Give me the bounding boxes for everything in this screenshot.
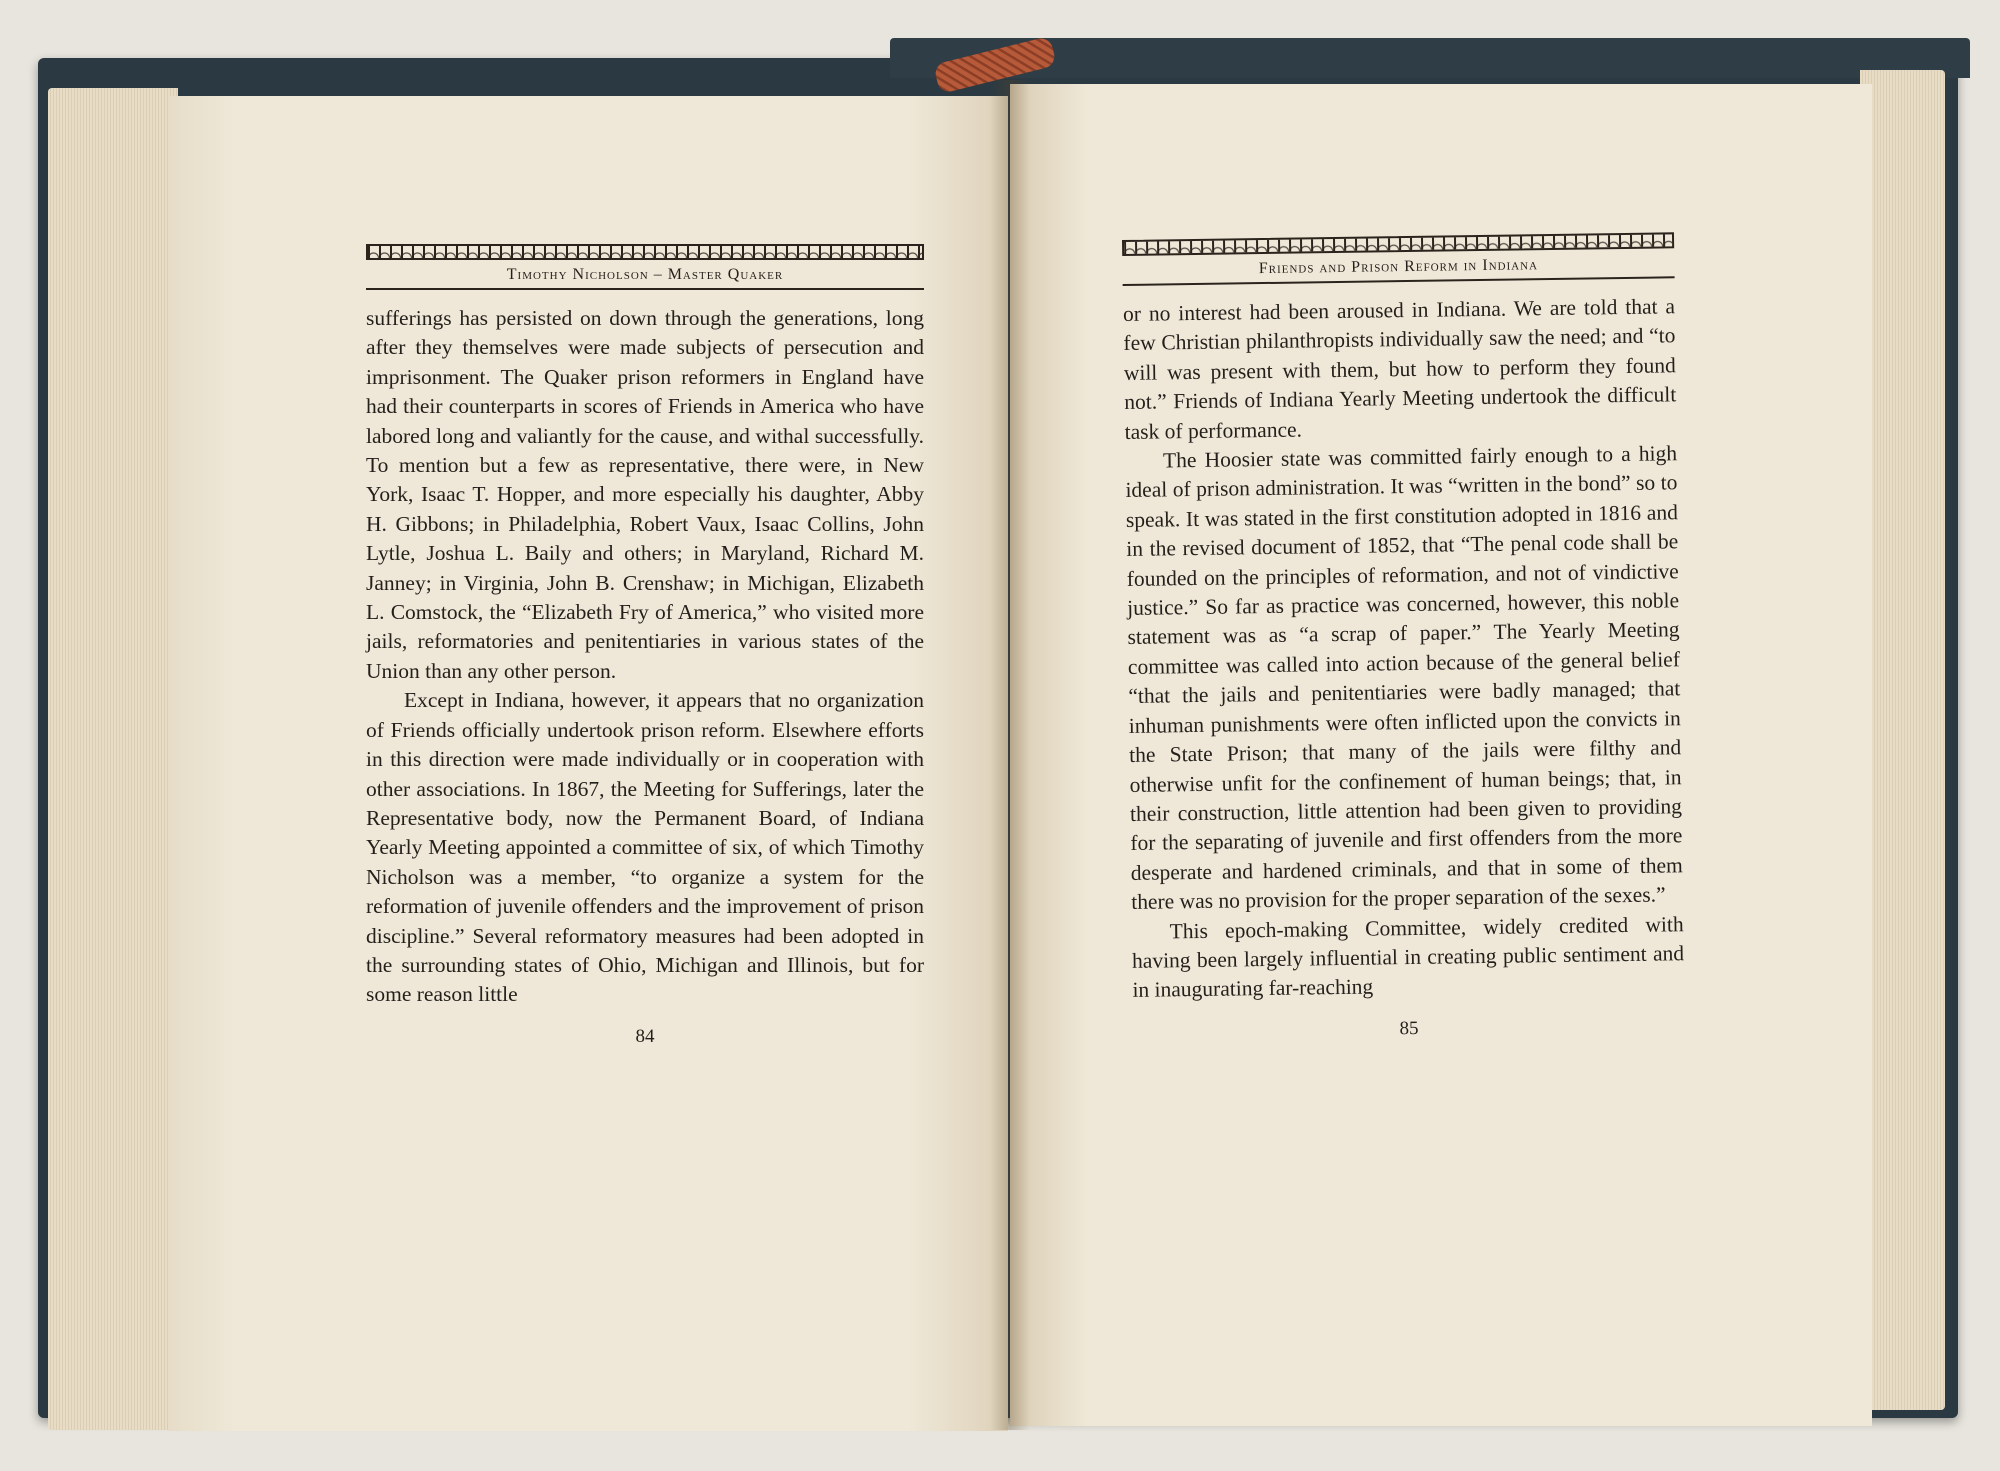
- header-ornament-left: [366, 244, 924, 260]
- right-page-content: [1122, 232, 1685, 1043]
- paragraph: The Hoosier state was committed fairly enough to a high ideal of prison administration. It was “written in the bond” so to speak. It was stated in the first constitution adopted in 1816 and in the revised document of 1852, that “The penal code shall be founded on the principles of reformation, and not of vindictive justice.” So far as practice was concerned, however, this noble statement was as “a scrap of paper.” The Yearly Meeting committee was called into action because of the general belief “that the jails and penitentiaries were badly managed; that inhuman punishments were often inflicted upon the convicts in the State Prison; that many of the jails were filthy and otherwise unfit for the confinement of human beings; that, in their construction, little attention had been given to providing for the separating of juvenile and first offenders from the more desperate and hardened criminals, and that in some of them there was no provision for the proper separation of the sexes.”: [1125, 441, 1683, 915]
- left-page-edges: [48, 88, 178, 1430]
- book-gutter: [990, 80, 1030, 1430]
- paragraph: sufferings has persisted on down through the generations, long after they themselves were made subjects of persecution and imprisonment. The Quaker prison reformers in England have had their counterparts in scores of Friends in America who have labored long and valiantly for the cause, and withal successfully. To mention but a few as representative, there were, in New York, Isaac T. Hopper, and more especially his daughter, Abby H. Gibbons; in Philadelphia, Robert Vaux, Isaac Collins, John Lytle, Joshua L. Baily and others; in Maryland, Richard M. Janney; in Virginia, John B. Crenshaw; in Michigan, Elizabeth L. Comstock, the “Elizabeth Fry of America,” who visited more jails, reformatories and penitentiaries in various states of the Union than any other person.: [366, 306, 924, 683]
- running-head-right: Friends and Prison Reform in Indiana: [1122, 248, 1674, 286]
- page-number-right: 85: [1399, 1017, 1419, 1039]
- paragraph: Except in Indiana, however, it appears that no organization of Friends officially undertook prison reform. Elsewhere efforts in this direction were made individually or in cooperation with other associations. In 1867, the Meeting for Sufferings, later the Representative body, now the Permanent Board, of Indiana Yearly Meeting appointed a committee of six, of which Timothy Nicholson was a member, “to organize a system for the reformation of juvenile offenders and the improvement of prison discipline.” Several reformatory measures had been adopted in the surrounding states of Ohio, Michigan and Illinois, but for some reason little: [366, 688, 924, 1007]
- left-page-content: [366, 244, 924, 1048]
- right-page-body: [1123, 292, 1685, 1005]
- paragraph: or no interest had been aroused in Indiana. We are told that a few Christian philanthropists individually saw the need; and “to will was present with them, but how to perform they found not.” Friends of Indiana Yearly Meeting undertook the difficult task of performance.: [1122, 294, 1677, 444]
- paragraph: This epoch-making Committee, widely credited with having been largely influential in creating public sentiment and in inaugurating far-reaching: [1131, 911, 1685, 1003]
- left-page-body: [366, 304, 924, 1010]
- page-number-left: 84: [635, 1025, 655, 1047]
- right-page-edges: [1860, 70, 1945, 1410]
- running-head-left: Timothy Nicholson – Master Quaker: [366, 260, 924, 290]
